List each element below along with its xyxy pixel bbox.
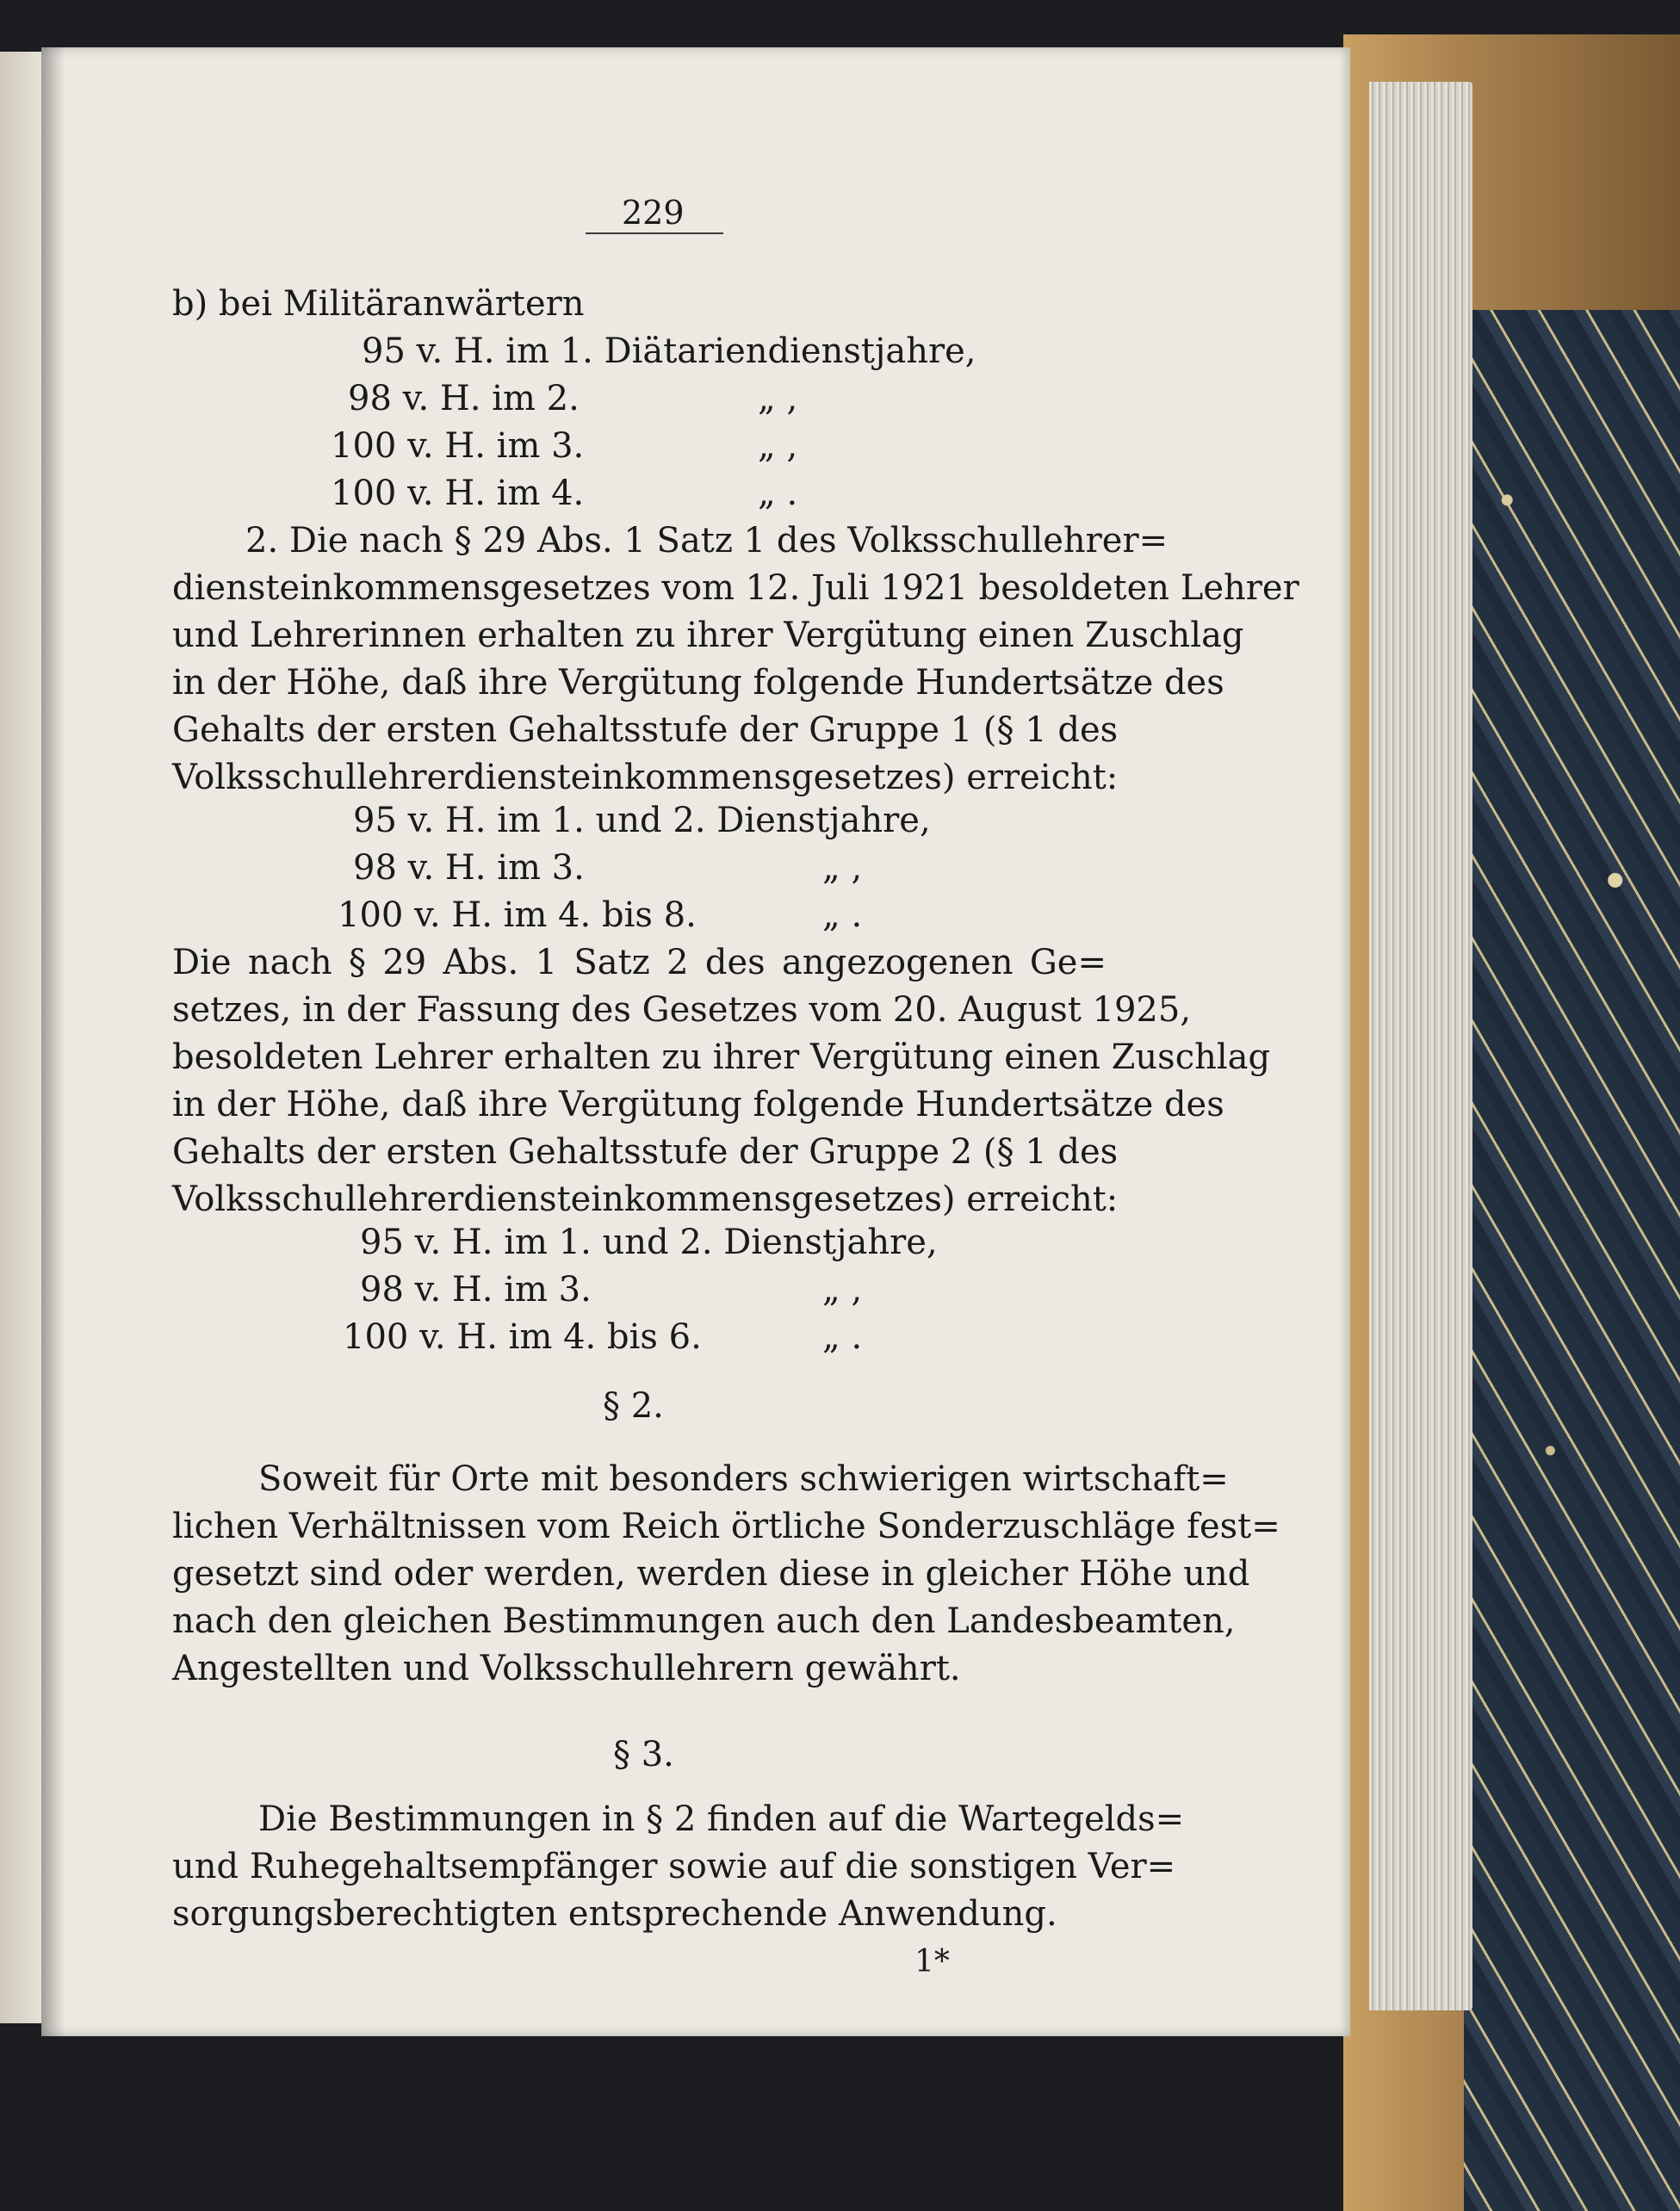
section3-line: und Ruhegehaltsempfänger sowie auf die sonstigen Ver=: [172, 1847, 1176, 1886]
item-b-line: 100 v. H. im 3.: [331, 426, 585, 466]
para3-line: Volksschullehrerdiensteinkommensgesetzes) erreicht:: [172, 1180, 1119, 1219]
para3-line: setzes, in der Fassung des Gesetzes vom 20. August 1925,: [172, 990, 1192, 1030]
ditto-mark: „ ,: [822, 1270, 863, 1310]
para2-line: 2. Die nach § 29 Abs. 1 Satz 1 des Volksschullehrer=: [245, 521, 1169, 560]
section-3-heading: § 3.: [613, 1735, 674, 1774]
para3-rate: 100 v. H. im 4. bis 6.: [343, 1317, 702, 1357]
para2-line: in der Höhe, daß ihre Vergütung folgende Hundertsätze des: [172, 663, 1224, 703]
ditto-mark: „ .: [758, 474, 798, 513]
page-block-edges: [1369, 82, 1472, 2010]
signature-mark: 1*: [914, 1944, 950, 1979]
item-b-line: 98 v. H. im 2.: [348, 379, 580, 418]
ditto-mark: „ ,: [758, 379, 798, 418]
para2-line: Volksschullehrerdiensteinkommensgesetzes) erreicht:: [172, 758, 1119, 797]
section3-line: sorgungsberechtigten entsprechende Anwendung.: [172, 1894, 1057, 1934]
section2-line: nach den gleichen Bestimmungen auch den Landesbeamten,: [172, 1601, 1236, 1641]
page-gutter-shadow: [41, 47, 65, 2036]
header-rule: [586, 232, 723, 234]
marbled-cover: [1464, 310, 1680, 2211]
para3-rate: 95 v. H. im 1. und 2. Dienstjahre,: [360, 1223, 938, 1262]
ditto-mark: „ .: [822, 1317, 863, 1357]
section3-line: Die Bestimmungen in § 2 finden auf die Wartegelds=: [258, 1799, 1185, 1839]
para2-rate: 98 v. H. im 3.: [353, 848, 585, 888]
ditto-mark: „ ,: [822, 848, 863, 888]
page-number: 229: [622, 194, 685, 232]
para3-line: in der Höhe, daß ihre Vergütung folgende Hundertsätze des: [172, 1085, 1224, 1124]
item-b-line: 100 v. H. im 4.: [331, 474, 585, 513]
section-2-heading: § 2.: [603, 1386, 664, 1426]
item-b-line: 95 v. H. im 1. Diätariendienstjahre,: [362, 331, 976, 371]
para2-line: Gehalts der ersten Gehaltsstufe der Gruppe 1 (§ 1 des: [172, 710, 1119, 750]
para3-line: Gehalts der ersten Gehaltsstufe der Gruppe 2 (§ 1 des: [172, 1132, 1119, 1172]
section2-line: gesetzt sind oder werden, werden diese in gleicher Höhe und: [172, 1554, 1250, 1594]
para3-line: Die nach § 29 Abs. 1 Satz 2 des angezogenen Ge=: [172, 943, 1107, 982]
ditto-mark: „ .: [822, 895, 863, 935]
facing-page-edge: [0, 52, 41, 2023]
para3-line: besoldeten Lehrer erhalten zu ihrer Vergütung einen Zuschlag: [172, 1037, 1271, 1077]
para2-line: diensteinkommensgesetzes vom 12. Juli 1921 besoldeten Lehrer: [172, 568, 1299, 608]
para2-line: und Lehrerinnen erhalten zu ihrer Vergütung einen Zuschlag: [172, 616, 1244, 655]
para3-rate: 98 v. H. im 3.: [360, 1270, 592, 1310]
para2-rate: 95 v. H. im 1. und 2. Dienstjahre,: [353, 801, 931, 840]
para2-rate: 100 v. H. im 4. bis 8.: [338, 895, 697, 935]
section2-line: lichen Verhältnissen vom Reich örtliche Sonderzuschläge fest=: [172, 1507, 1280, 1546]
item-b-heading: b) bei Militäranwärtern: [172, 284, 585, 324]
section2-line: Soweit für Orte mit besonders schwierigen wirtschaft=: [258, 1459, 1229, 1499]
section2-line: Angestellten und Volksschullehrern gewährt.: [172, 1649, 961, 1688]
ditto-mark: „ ,: [758, 426, 798, 466]
